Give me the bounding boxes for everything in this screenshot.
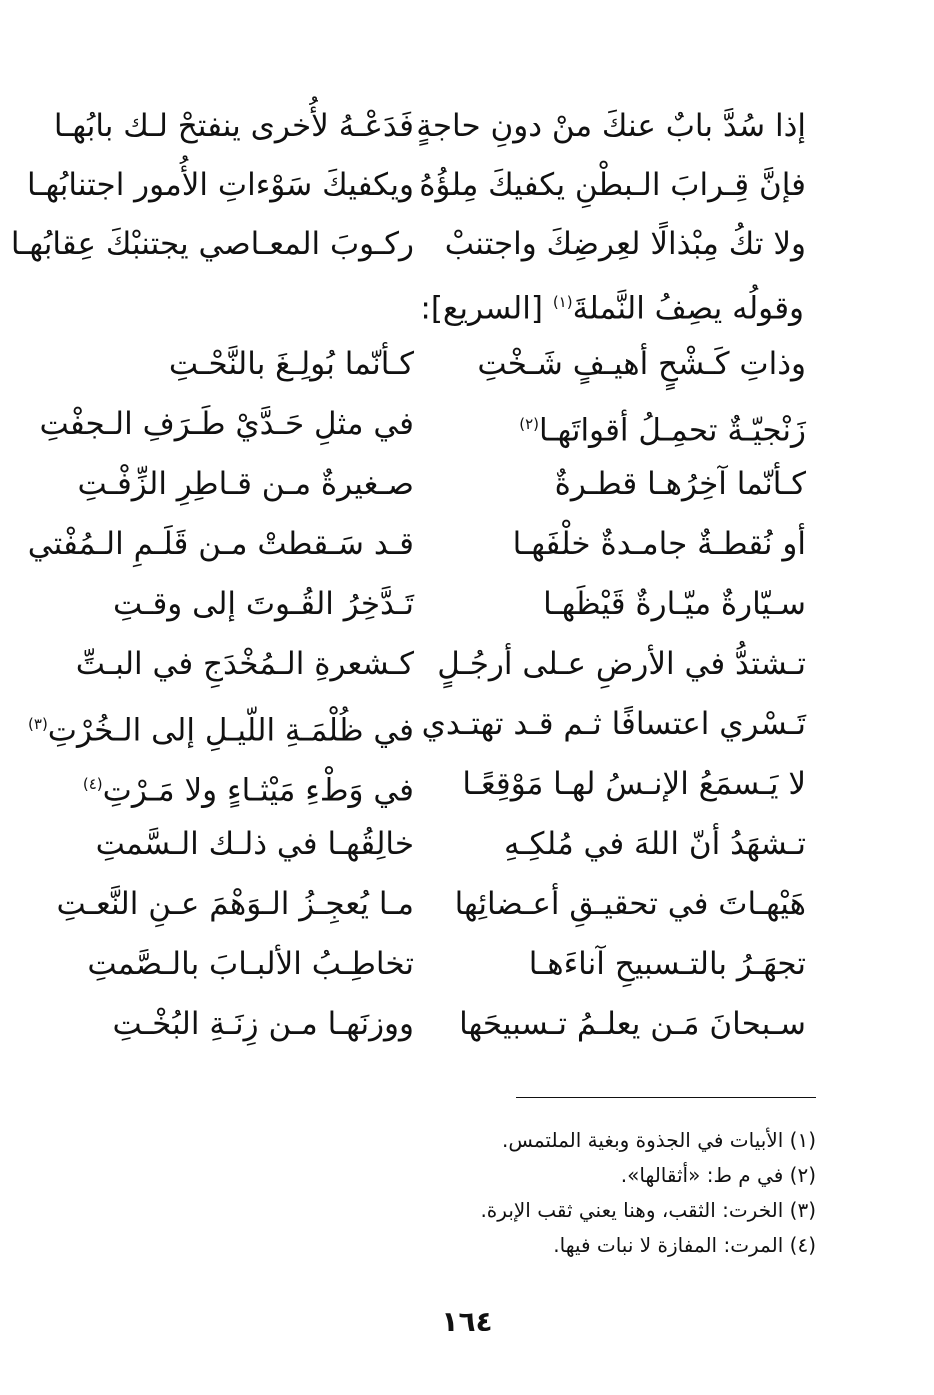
verse-line [0,814,934,874]
poem-introduction [420,272,804,338]
verse-line [0,694,934,754]
first-hemistich: سـبحانَ مَـن يعلـمُ تـسبيحَها [459,1006,806,1042]
second-hemistich: ووزنَهـا مـن زِنَـةِ البُخْـتِ [112,1006,414,1042]
footnote-ref: (١) [552,293,573,311]
first-hemistich: أو نُقطـةٌ جامـدةٌ خلْفَهـا [512,526,806,562]
first-hemistich: تجهَـرُ بالتـسبيحِ آناءَهـا [528,946,806,982]
meter-label: [السريع]: [420,290,553,327]
footnote-3: (٣) الخرت: الثقب، وهنا يعني ثقب الإبرة. [480,1198,816,1222]
second-hemistich: قـد سَـقطتْ مـن قَلَـمِ الـمُفْتي [27,526,414,562]
verse-line [0,874,934,934]
first-hemistich: لا يَـسمَعُ الإنـسُ لهـا مَوْقِعًـا [462,766,806,802]
footnote-2: (٢) في م ط: «أثقالها». [620,1163,816,1187]
footnote-ref: (٤) [82,775,103,793]
first-hemistich: تَـسْري اعتسافًا ثـم قـد تهتـدي [421,706,806,742]
hemistich-text: في وَطْءِ مَيْثـاءٍ ولا مَـرْتِ [102,772,414,809]
first-hemistich: فإنَّ قِـرابَ الـبطْنِ يكفيكَ مِلؤُهُ [419,167,806,203]
second-hemistich [28,694,414,760]
footnote-4: (٤) المرت: المفازة لا نبات فيها. [553,1233,816,1257]
second-hemistich: صـغيرةٌ مـن قـاطِرِ الزِّفْـتِ [77,466,414,502]
second-hemistich: مـا يُعجِـزُ الـوَهْمَ عـنِ النَّعـتِ [56,886,414,922]
footnotes [316,1123,816,1263]
first-hemistich: كـأنّما آخِرُهـا قطـرةٌ [554,466,806,502]
second-hemistich: في مثلِ حَـدَّيْ طَـرَفِ الـجفْتِ [39,406,414,442]
second-hemistich: خالِقُهـا في ذلـك الـسَّمتِ [95,826,414,862]
verse-line [0,334,934,394]
first-hemistich: وذاتِ كَـشْحٍ أهيـفٍ شَـخْتِ [477,346,806,382]
verse-line [0,934,934,994]
verse-line [0,634,934,694]
verse-line [0,394,934,454]
hemistich-text: في ظُلْمَـةِ اللّيـلِ إلى الـخُرْتِ [47,712,414,749]
second-hemistich: فَدَعْـهُ لأُخرى ينفتحْ لـك بابُهـا [53,108,414,144]
page-number: ١٦٤ [441,1305,493,1338]
second-hemistich: ركـوبَ المعـاصي يجتنبْكَ عِقابُهـا [10,226,414,262]
second-hemistich: تخاطِـبُ الألبـابَ بالـصَّمتِ [87,946,414,982]
verse-line [0,994,934,1054]
first-hemistich: تـشهَدُ أنّ اللهَ في مُلكِـهِ [503,826,806,862]
first-hemistich: هَيْهـاتَ في تحقيـقِ أعـضائِها [454,886,806,922]
second-hemistich: كـشعرةِ الـمُخْدَجِ في البـتِّ [75,646,414,682]
first-hemistich: ولا تكُ مِبْذالًا لعِرضِكَ واجتنبْ [444,226,806,262]
verse-line [0,454,934,514]
first-hemistich [476,394,806,460]
footnote-divider [516,1097,816,1098]
first-hemistich: سـيّارةٌ ميّـارةٌ قَيْظَهـا [543,586,806,622]
verse-line [0,214,934,274]
verse-line [0,96,934,156]
hemistich-text: زَنْجيّـةٌ تحمِـلُ أقواتَهـا [539,412,806,449]
first-hemistich: إذا سُدَّ بابٌ عنكَ منْ دونِ حاجةٍ [416,108,806,144]
second-hemistich: ويكفيكَ سَوْءاتِ الأُمور اجتنابُهـا [26,167,414,203]
second-hemistich: تَـدَّخِرُ القُـوتَ إلى وقـتِ [112,586,414,622]
footnote-ref: (٣) [28,715,48,733]
second-hemistich: كـأنّما بُولِـغَ بالنَّحْـتِ [168,346,414,382]
second-hemistich [84,754,414,820]
first-hemistich: تـشتدُّ في الأرضِ عـلى أرجُـلٍ [437,646,806,682]
intro-text: وقولُه يصِفُ النَّملةَ [572,290,804,327]
verse-line [0,754,934,814]
verse-line [0,155,934,215]
verse-line [0,514,934,574]
footnote-ref: (٢) [519,415,539,433]
footnote-1: (١) الأبيات في الجذوة وبغية الملتمس. [502,1128,816,1152]
verse-line [0,574,934,634]
